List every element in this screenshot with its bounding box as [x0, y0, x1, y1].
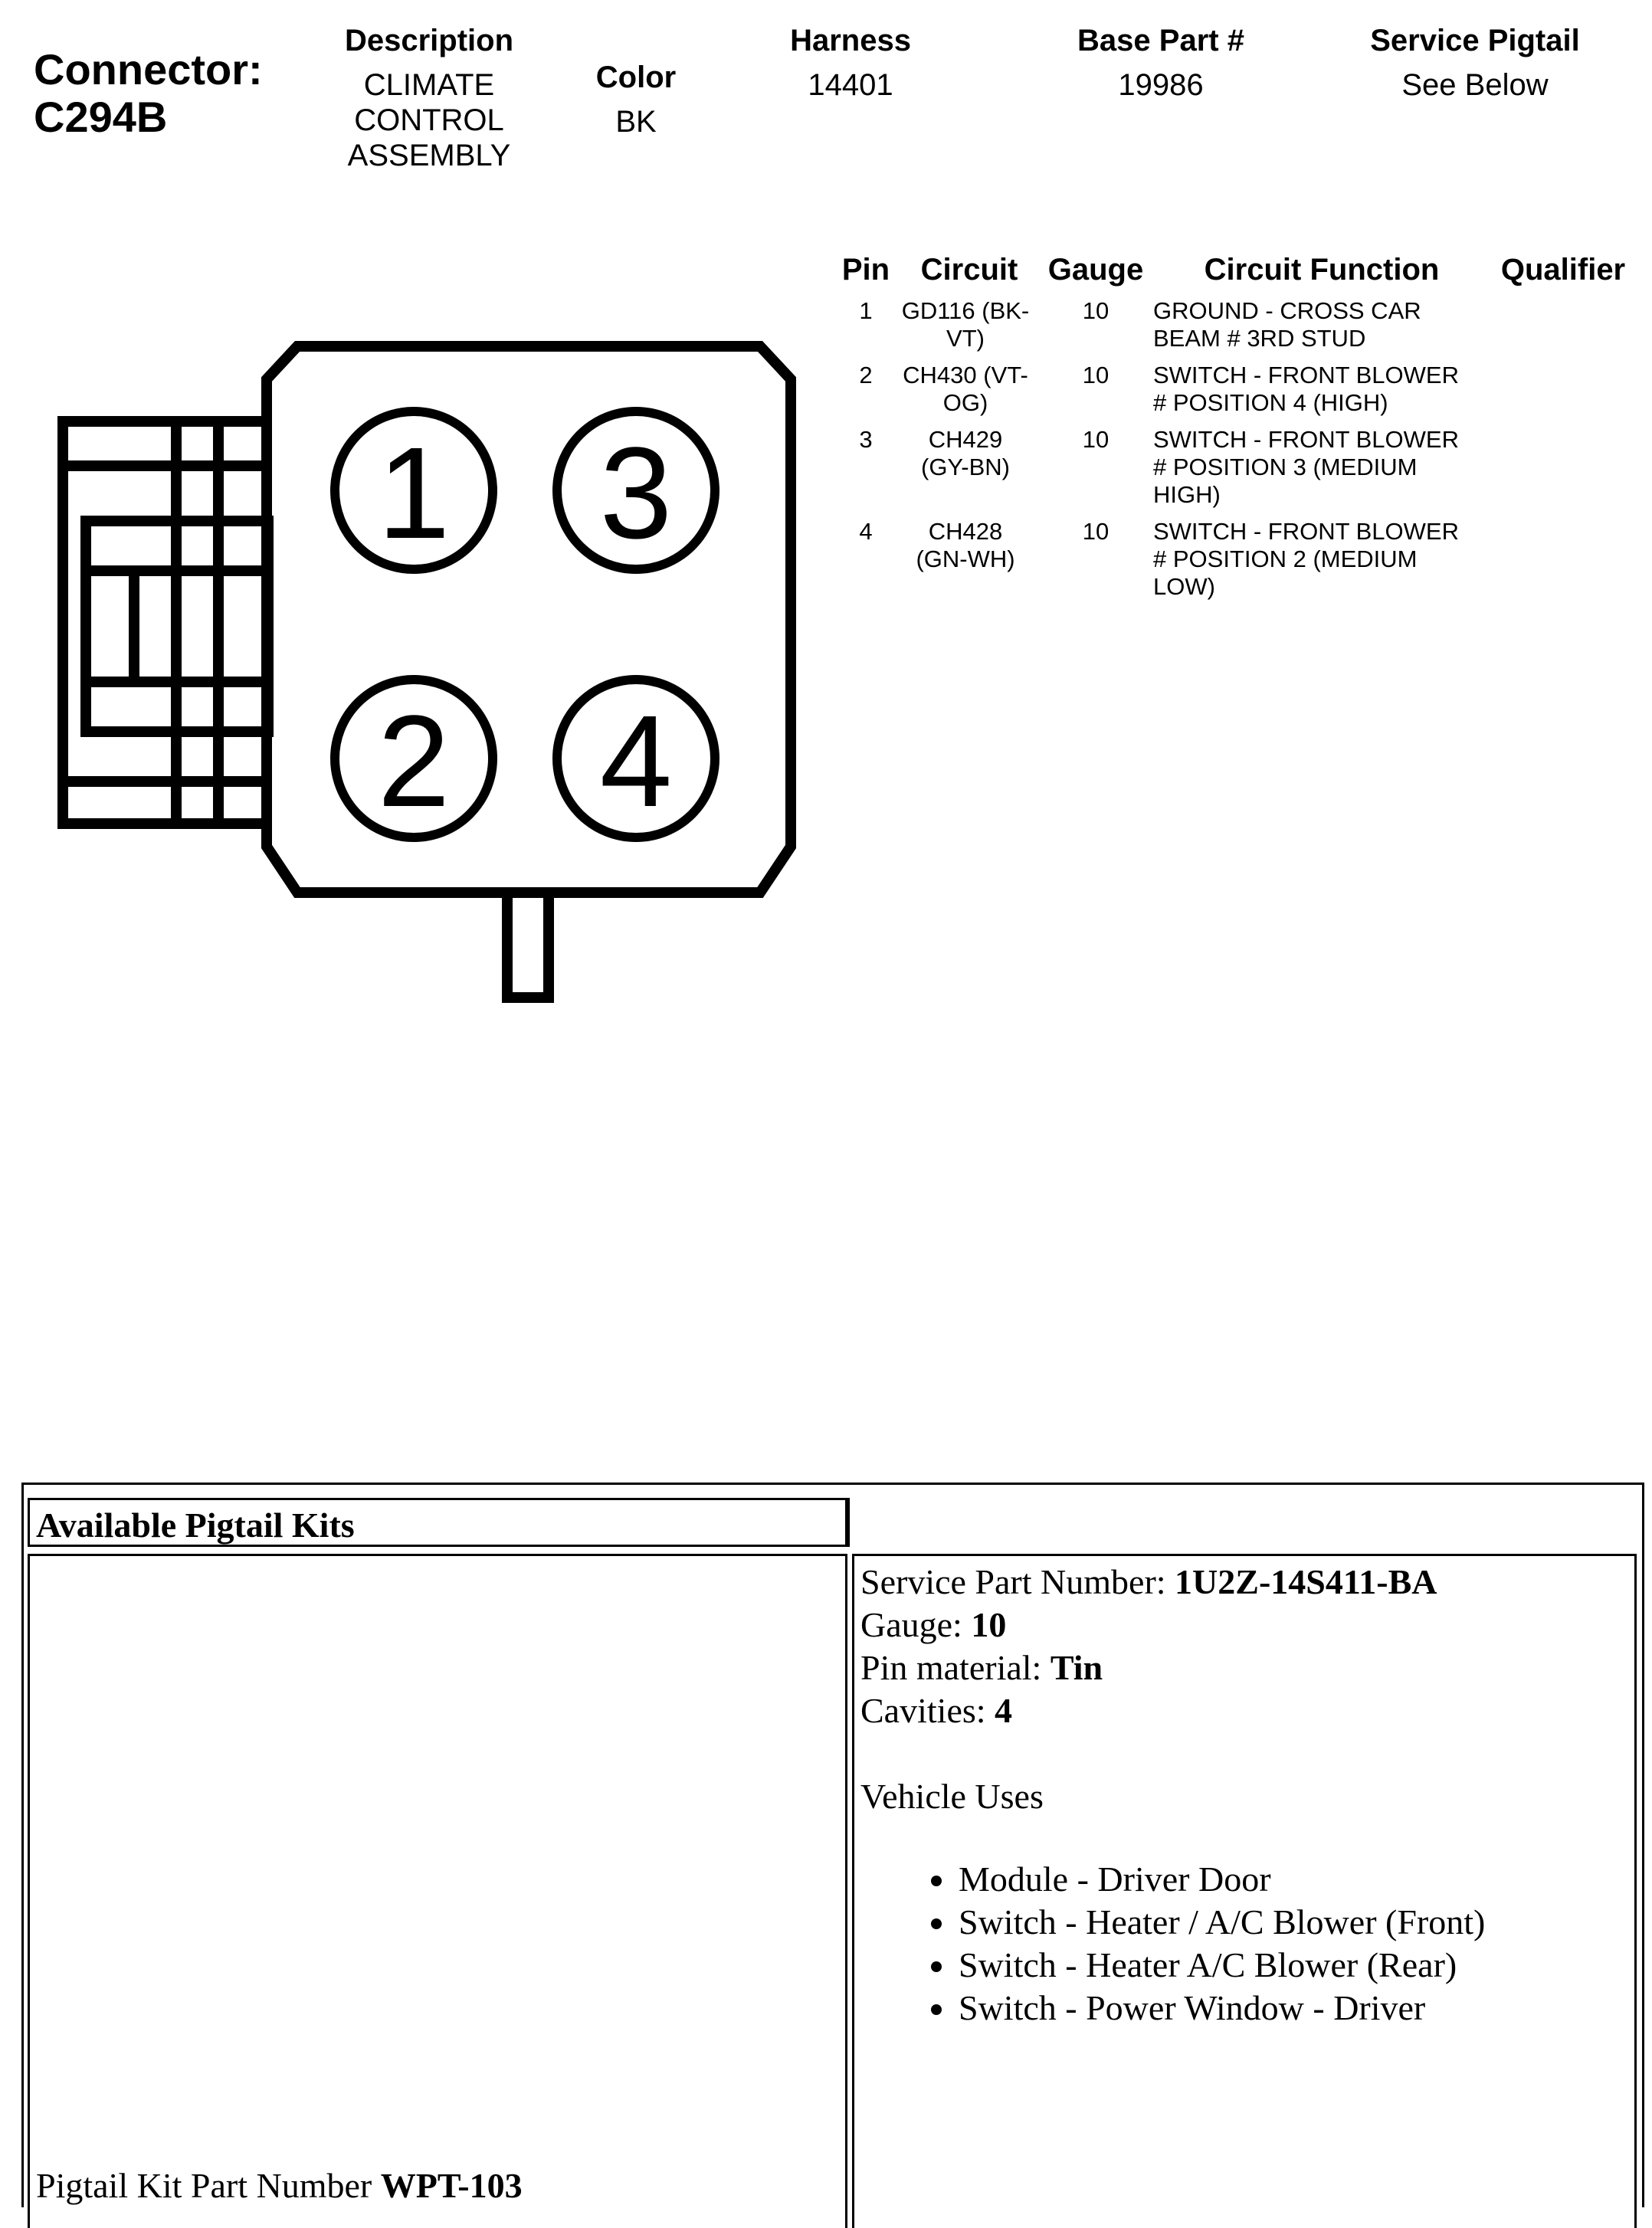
pin-material-label: Pin material: — [860, 1648, 1042, 1687]
pin-circuit-line: CH428 — [928, 518, 1003, 545]
pin-function-line: GROUND - CROSS CAR — [1153, 297, 1421, 324]
pin-gauge: 10 — [1082, 518, 1110, 545]
connector-tab — [507, 893, 549, 998]
pigtail-kits-title: Available Pigtail Kits — [28, 1498, 847, 1547]
color-value: BK — [615, 105, 657, 139]
cavity-label: 4 — [599, 689, 673, 834]
pin-function — [1153, 426, 1483, 509]
pin-function-line: # POSITION 3 (MEDIUM — [1153, 454, 1418, 480]
cavity-label: 3 — [599, 421, 673, 566]
pin-function-line: SWITCH - FRONT BLOWER — [1153, 426, 1459, 453]
list-item: • Switch - Heater / A/C Blower (Front) — [957, 1901, 1485, 1944]
harness-value: 14401 — [808, 68, 893, 102]
pin-circuit-line: OG) — [942, 389, 988, 416]
pin-material-line — [860, 1646, 1485, 1689]
pigtail-info — [860, 1561, 1485, 2030]
cavities-line — [860, 1689, 1485, 1732]
list-item: • Module - Driver Door — [957, 1858, 1485, 1901]
pin-function-line: # POSITION 4 (HIGH) — [1153, 389, 1388, 416]
pin-circuit-line: GD116 (BK- — [901, 297, 1030, 324]
cavity-label: 2 — [377, 689, 451, 834]
vehicle-uses-title: Vehicle Uses — [860, 1777, 1044, 1816]
service-pigtail-value: See Below — [1401, 68, 1549, 102]
service-pigtail-column — [1349, 23, 1601, 103]
pin-circuit-line: (GY-BN) — [921, 454, 1010, 480]
gauge-header: Gauge — [1047, 253, 1144, 287]
pin-circuit — [896, 362, 1034, 417]
qualifier-header: Qualifier — [1500, 253, 1626, 287]
pin-function-line: BEAM # 3RD STUD — [1153, 325, 1366, 352]
connector-label: Connector: — [34, 45, 263, 93]
list-item: • Switch - Power Window - Driver — [957, 1987, 1485, 2030]
kit-part-label: Pigtail Kit Part Number — [36, 2166, 372, 2205]
cavities-label: Cavities: — [860, 1691, 986, 1730]
pigtail-info-cell — [852, 1554, 1637, 2228]
pin-circuit-line: CH429 — [928, 426, 1003, 453]
pigtail-kit-part — [36, 2165, 523, 2206]
kit-part-value: WPT-103 — [380, 2166, 523, 2205]
pin-number: 3 — [859, 426, 873, 453]
pin-material-value: Tin — [1050, 1648, 1103, 1687]
color-label: Color — [595, 61, 677, 94]
pin-circuit — [896, 426, 1034, 481]
service-part-value: 1U2Z-14S411-BA — [1175, 1562, 1437, 1601]
cavities-value: 4 — [995, 1691, 1013, 1730]
pin-function-line: SWITCH - FRONT BLOWER — [1153, 362, 1459, 388]
harness-label: Harness — [790, 24, 911, 57]
description-label: Description — [344, 24, 514, 57]
connector-latch — [63, 421, 267, 824]
vehicle-uses-list — [860, 1858, 1485, 2030]
pin-circuit — [896, 518, 1034, 573]
base-part-value: 19986 — [1118, 68, 1204, 102]
harness-column — [759, 23, 942, 103]
pin-number: 1 — [859, 297, 873, 324]
gauge-line — [860, 1604, 1485, 1646]
service-part-label: Service Part Number: — [860, 1562, 1166, 1601]
pin-number: 4 — [859, 518, 873, 545]
gauge-label: Gauge: — [860, 1605, 962, 1644]
connector-id: C294B — [34, 93, 168, 141]
pin-function-line: # POSITION 2 (MEDIUM — [1153, 546, 1418, 572]
pin-circuit-line: (GN-WH) — [916, 546, 1015, 572]
pigtail-header-spacer — [847, 1498, 1640, 1547]
pin-function-line: LOW) — [1153, 573, 1215, 600]
pin-gauge: 10 — [1082, 362, 1110, 388]
pin-circuit-line: VT) — [946, 325, 985, 352]
pin-function-line: SWITCH - FRONT BLOWER — [1153, 518, 1459, 545]
pin-function — [1153, 362, 1483, 417]
pigtail-kit-cell — [28, 1554, 847, 2228]
pin-function-line: HIGH) — [1153, 481, 1221, 508]
connector-title — [34, 46, 263, 141]
circuit-header: Circuit — [920, 253, 1018, 287]
pin-header: Pin — [841, 253, 890, 287]
description-column — [306, 23, 552, 173]
circuit-function-header: Circuit Function — [1204, 253, 1440, 287]
connector-housing — [267, 346, 791, 893]
pin-number: 2 — [859, 362, 873, 388]
color-column — [567, 60, 705, 139]
pin-circuit-line: CH430 (VT- — [903, 362, 1028, 388]
cavity-label: 1 — [377, 421, 451, 566]
pin-gauge: 10 — [1082, 297, 1110, 324]
pin-function — [1153, 518, 1483, 601]
list-item: • Switch - Heater A/C Blower (Rear) — [957, 1944, 1485, 1987]
service-pigtail-label: Service Pigtail — [1370, 24, 1580, 57]
description-value: CLIMATE CONTROL ASSEMBLY — [347, 68, 511, 172]
base-part-label: Base Part # — [1077, 24, 1244, 57]
service-part-line — [860, 1561, 1485, 1604]
pin-function — [1153, 297, 1483, 352]
connector-face-drawing — [54, 337, 805, 1011]
pin-gauge: 10 — [1082, 426, 1110, 453]
base-part-column — [1057, 23, 1264, 103]
gauge-value: 10 — [971, 1605, 1007, 1644]
pin-circuit — [896, 297, 1034, 352]
